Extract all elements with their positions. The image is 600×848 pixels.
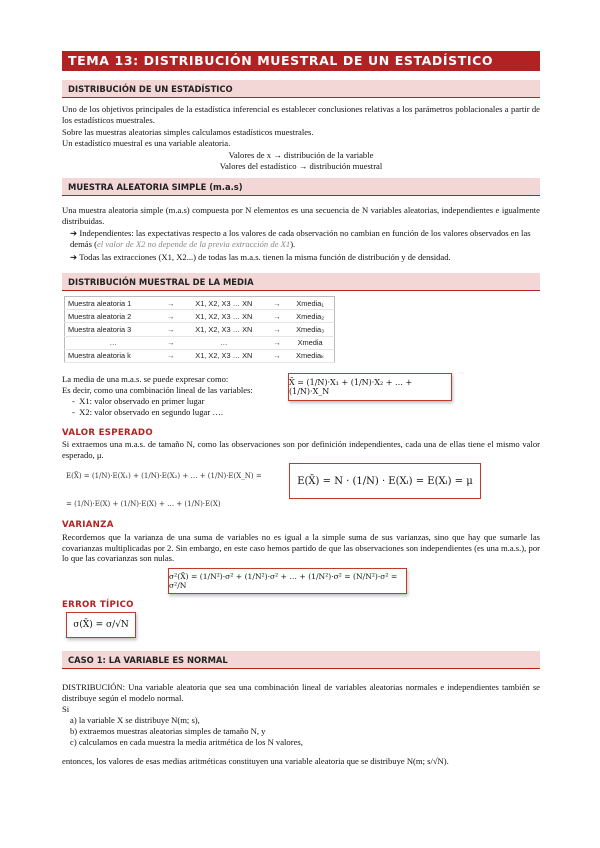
table-cell: Xmediaₖ [286, 349, 334, 362]
table-cell: X1, X2, X3 … XN [180, 310, 268, 323]
center-line-variable: Valores de x → distribución de la variable [228, 150, 374, 160]
table-cell: → [268, 336, 287, 349]
label-varianza: VARIANZA [62, 520, 114, 530]
table-row [65, 323, 335, 336]
table-cell: → [268, 297, 287, 310]
table-cell: → [268, 323, 287, 336]
table-row [65, 310, 335, 323]
media-combinacion: Es decir, como una combinación lineal de las variables: [62, 385, 253, 395]
table-cell: → [161, 297, 180, 310]
formula-expected-2: = (1/N)·E(X) + (1/N)·E(X) + … + (1/N)·E(X) [66, 500, 221, 508]
list-x1: - X1: valor observado en primer lugar [72, 396, 205, 406]
table-cell: X1, X2, X3 … XN [180, 297, 268, 310]
formula-mean-box: X̄ = (1/N)·X₁ + (1/N)·X₂ + … + (1/N)·X_N [288, 373, 452, 401]
table-cell: → [161, 336, 180, 349]
formula-error-box: σ(X̄) = σ/√N [66, 612, 136, 638]
paragraph-distribucion: DISTRIBUCIÓN: Una variable aleatoria que sea una combinación lineal de variables aleatorias normales e independientes también se distribuye según el modelo normal. [62, 682, 540, 703]
formula-variance-box: σ²(X̄) = (1/N²)·σ² + (1/N²)·σ² + … + (1/N²)·σ² = (N/N²)·σ² = σ²/N [168, 568, 407, 594]
table-cell: → [268, 310, 287, 323]
table-cell: Muestra aleatoria 2 [65, 310, 162, 323]
paragraph-mas-definicion: Una muestra aleatoria simple (m.a.s) compuesta por N elementos es una secuencia de N variables aleatorias, independientes e igualmente distribuidas. [62, 205, 540, 226]
table-cell: X1, X2, X3 … XN [180, 349, 268, 362]
paragraph-conclusion: entonces, los valores de esas medias aritméticas constituyen una variable aleatoria que se distribuye N(m; s/√N). [62, 756, 449, 766]
formula-expected-1: E(X̄) = (1/N)·E(X₁) + (1/N)·E(X₂) + … + (1/N)·E(X_N) = [66, 472, 262, 480]
arrow-icon: ➔ [70, 252, 78, 262]
condition-b: b) extraemos muestras aleatorias simples de tamaño N, y [70, 726, 266, 736]
paragraph-muestras: Sobre las muestras aleatorias simples calculamos estadísticos muestrales. [62, 127, 314, 137]
center-line-estadistico: Valores del estadístico → distribución muestral [219, 161, 383, 171]
paragraph-valor-esperado: Si extraemos una m.a.s. de tamaño N, como las observaciones son por definición independientes, cada una de ellas tiene el mismo valor esperado, μ. [62, 439, 540, 460]
page-title: TEMA 13: DISTRIBUCIÓN MUESTRAL DE UN ESTADÍSTICO [62, 51, 540, 71]
bullet-extracciones [70, 252, 540, 263]
arrow-icon: ➔ [70, 228, 78, 238]
table-cell: → [161, 323, 180, 336]
bullet-text: Independientes: las expectativas respecto a los valores de cada observación no cambian en función de los valores observados en las demás ( [70, 228, 531, 249]
table-cell: → [161, 310, 180, 323]
section-heading-caso1: CASO 1: LA VARIABLE ES NORMAL [62, 651, 540, 669]
table-cell: Xmedia [286, 336, 334, 349]
label-valor-esperado: VALOR ESPERADO [62, 428, 153, 438]
list-x1-text: X1: valor observado en primer lugar [79, 396, 205, 406]
table-cell: Muestra aleatoria k [65, 349, 162, 362]
bullet-end: ). [290, 238, 296, 249]
table-row [65, 349, 335, 362]
section-heading-distribucion-estadistico: DISTRIBUCIÓN DE UN ESTADÍSTICO [62, 80, 540, 98]
list-x2: - X2: valor observado en segundo lugar …. [72, 407, 224, 417]
paragraph-objetivos: Uno de los objetivos principales de la estadística inferencial es establecer conclusiones relativas a los parámetros poblacionales a partir de los estadísticos muestrales. [62, 104, 540, 125]
table-cell: → [161, 349, 180, 362]
table-cell: → [268, 349, 287, 362]
bullet-independientes [70, 228, 540, 249]
table-cell: … [65, 336, 162, 349]
media-expresion: La media de una m.a.s. se puede expresar como: [62, 374, 229, 384]
table-row [65, 336, 335, 349]
condition-c: c) calculamos en cada muestra la media aritmética de los N valores, [70, 737, 303, 747]
condition-a: a) la variable X se distribuye N(m; s), [70, 715, 200, 725]
table-cell: Muestra aleatoria 1 [65, 297, 162, 310]
paragraph-estadistico: Un estadístico muestral es una variable aleatoria. [62, 138, 231, 148]
paragraph-varianza: Recordemos que la varianza de una suma de variables no es igual a la simple suma de sus varianzas, sino que hay que sumarle las covarianzas multiplicadas por 2. Sin embargo, en este caso hemos partido de que las observaciones son independientes (es una m.a.s.), por lo que las covarianzas son nulas. [62, 532, 540, 564]
label-error-tipico: ERROR TÍPICO [62, 600, 134, 610]
table-cell: Xmedia₁ [286, 297, 334, 310]
table-cell: Xmedia₃ [286, 323, 334, 336]
si-line: Si [62, 704, 70, 714]
formula-expected-box: E(X̄) = N · (1/N) · E(Xᵢ) = E(Xᵢ) = μ [289, 463, 481, 499]
table-cell: Muestra aleatoria 3 [65, 323, 162, 336]
table-row [65, 297, 335, 310]
section-heading-mas: MUESTRA ALEATORIA SIMPLE (m.a.s) [62, 178, 540, 196]
bullet-note: el valor de X2 no depende de la previa extracción de X1 [96, 238, 291, 249]
list-x2-text: X2: valor observado en segundo lugar …. [79, 407, 224, 417]
table-cell: Xmedia₂ [286, 310, 334, 323]
table-cell: X1, X2, X3 … XN [180, 323, 268, 336]
section-heading-media: DISTRIBUCIÓN MUESTRAL DE LA MEDIA [62, 273, 540, 291]
samples-table [64, 296, 335, 363]
bullet-text: Todas las extracciones (X1, X2...) de todas las m.a.s. tienen la misma función de distribución y de densidad. [79, 252, 451, 262]
table-cell: … [180, 336, 268, 349]
